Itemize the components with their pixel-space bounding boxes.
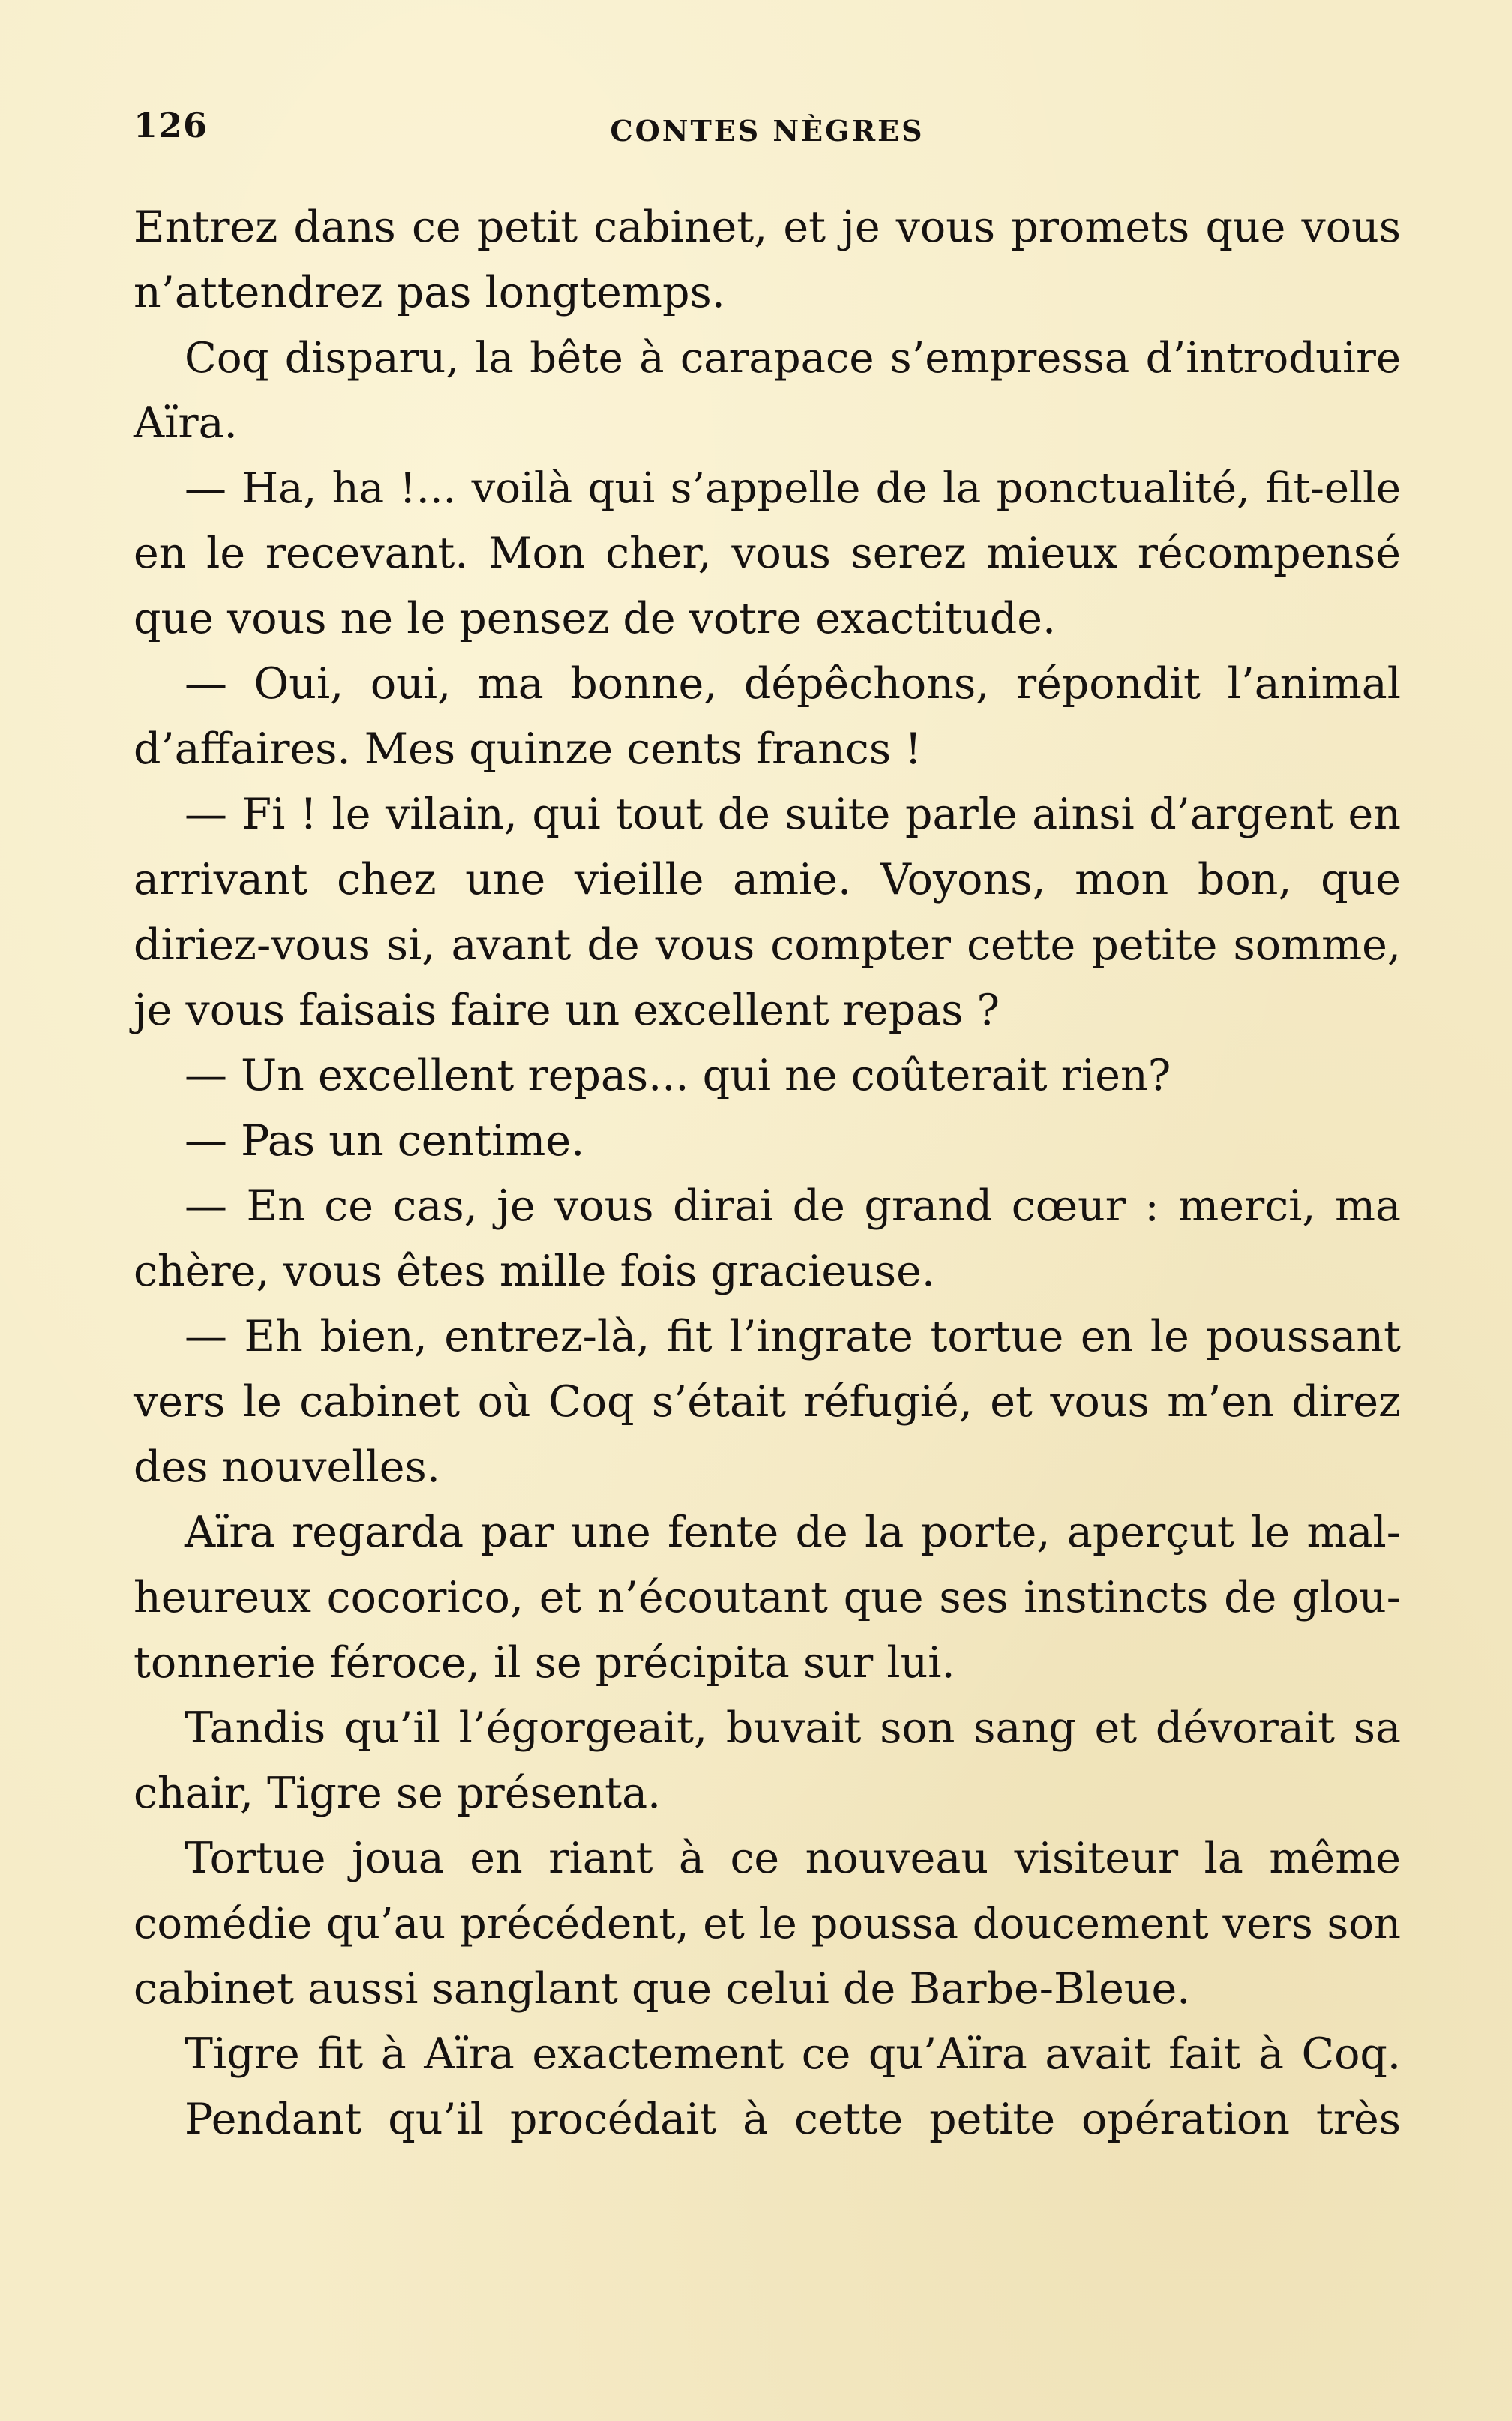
body-text <box>134 195 1401 2152</box>
text-line: arrivant chez une vieille amie. Voyons, mon bon, que <box>134 855 1401 904</box>
text-line: Entrez dans ce petit cabinet, et je vous promets que vous <box>134 202 1401 252</box>
page-number: 126 <box>134 105 208 146</box>
text-line: d’affaires. Mes quinze cents francs ! <box>134 724 922 774</box>
text-line: — Un excellent repas... qui ne coûterait rien? <box>184 1051 1172 1100</box>
text-line: je vous faisais faire un excellent repas ? <box>134 986 1000 1035</box>
running-title: CONTES NÈGRES <box>610 114 925 148</box>
text-line: des nouvelles. <box>134 1442 440 1492</box>
text-line: chair, Tigre se présenta. <box>134 1768 662 1818</box>
text-line: n’attendrez pas longtemps. <box>134 268 725 317</box>
text-line: Pendant qu’il procédait à cette petite opération très <box>184 2095 1401 2144</box>
page-header <box>134 105 1401 165</box>
text-line: — Fi ! le vilain, qui tout de suite parle ainsi d’argent en <box>184 790 1401 839</box>
text-line: — Oui, oui, ma bonne, dépêchons, répondit l’animal <box>184 659 1401 709</box>
text-line: Tandis qu’il l’égorgeait, buvait son sang et dévorait sa <box>184 1703 1401 1753</box>
text-line: chère, vous êtes mille fois gracieuse. <box>134 1246 935 1296</box>
text-line: cabinet aussi sanglant que celui de Barbe-Bleue. <box>134 1964 1191 2014</box>
text-line: tonnerie féroce, il se précipita sur lui. <box>134 1638 956 1688</box>
text-line: heureux cocorico, et n’écoutant que ses instincts de glou- <box>134 1573 1401 1622</box>
text-line: Aïra. <box>134 398 238 448</box>
text-line: Aïra regarda par une fente de la porte, aperçut le mal- <box>184 1508 1401 1557</box>
text-line: Tortue joua en riant à ce nouveau visiteur la même <box>184 1834 1401 1883</box>
text-line: que vous ne le pensez de votre exactitude. <box>134 594 1057 644</box>
text-line: — Pas un centime. <box>184 1116 585 1166</box>
text-line: Tigre fit à Aïra exactement ce qu’Aïra avait fait à Coq. <box>184 2030 1401 2079</box>
text-line: Coq disparu, la bête à carapace s’empressa d’introduire <box>184 334 1401 382</box>
text-line: diriez-vous si, avant de vous compter cette petite somme, <box>134 920 1401 970</box>
text-line: — Ha, ha !... voilà qui s’appelle de la ponctualité, fit-elle <box>184 464 1401 513</box>
text-line: — Eh bien, entrez-là, fit l’ingrate tortue en le poussant <box>184 1312 1401 1361</box>
text-line: — En ce cas, je vous dirai de grand cœur : merci, ma <box>184 1181 1401 1231</box>
text-line: comédie qu’au précédent, et le poussa doucement vers son <box>134 1900 1401 1948</box>
text-line: vers le cabinet où Coq s’était réfugié, et vous m’en direz <box>134 1377 1401 1426</box>
text-line: en le recevant. Mon cher, vous serez mieux récompensé <box>134 529 1401 578</box>
